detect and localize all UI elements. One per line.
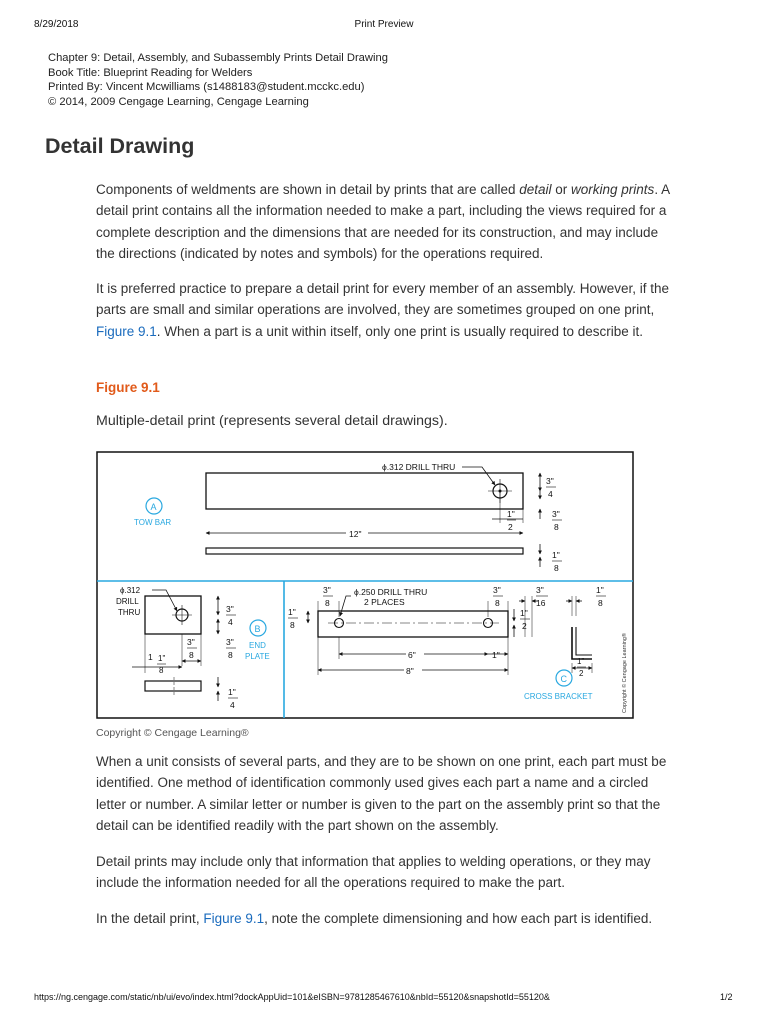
dim-1-2-c-den: 2 [579,669,584,678]
dim-3-4-a-den: 4 [548,489,553,499]
dim-1-8-c-num: 1" [596,585,604,595]
figure-9-1-link[interactable]: Figure 9.1 [96,323,157,339]
dim-3-8-b-den: 8 [228,650,233,660]
tow-bar-hole-note: ϕ.312 DRILL THRU [382,462,456,472]
dim-1-1-8-num: 1" [158,654,166,663]
dim-1-2-b-den: 2 [522,621,527,631]
end-plate-hole-note-3: THRU [118,608,141,617]
figure-caption: Multiple-detail print (represents several detail drawings). [96,413,448,429]
figure-copyright: Copyright © Cengage Learning® [96,727,249,739]
multiple-detail-drawing [96,451,634,719]
middle-part-note-1: ϕ.250 DRILL THRU [354,587,428,597]
cross-bracket-name: CROSS BRACKET [524,692,593,701]
dim-3-8-a-den: 8 [554,522,559,532]
cross-bracket-letter: C [560,674,567,684]
dim-3-16-den: 16 [536,598,546,608]
dim-3-8-e-num: 3" [493,585,501,595]
dim-3-8-c-num: 3" [187,637,195,647]
dim-1-4-num: 1" [228,687,236,697]
end-plate-hole-note-2: DRILL [116,597,139,606]
copyright-line: © 2014, 2009 Cengage Learning, Cengage Learning [48,95,309,108]
dim-8-label: 8" [406,666,414,676]
dim-1-1-8-den: 8 [159,666,164,675]
dim-1-8-a-den: 8 [554,563,559,573]
dim-1-8-c-den: 8 [598,598,603,608]
book-metadata [48,51,388,109]
dim-3-8-e-den: 8 [495,598,500,608]
dim-1-2-a-num: 1" [507,509,515,519]
footer-url: https://ng.cengage.com/static/nb/ui/evo/index.html?dockAppUid=101&eISBN=9781285467610&nbId=55120&snapshotId=55120& [34,992,550,1002]
print-date: 8/29/2018 [34,19,79,30]
print-preview-title: Print Preview [354,19,414,30]
dim-3-8-b-num: 3" [226,637,234,647]
end-plate-name-2: PLATE [245,652,270,661]
figure-9-1-link-2[interactable]: Figure 9.1 [203,911,265,926]
dim-3-8-d-num: 3" [323,585,331,595]
dim-3-8-a-num: 3" [552,509,560,519]
dim-1-8-a-num: 1" [552,550,560,560]
drawing-side-copyright: Copyright © Cengage Learning® [622,633,628,713]
dim-3-4-a-num: 3" [546,476,554,486]
book-title-line: Book Title: Blueprint Reading for Welders [48,66,253,79]
dim-1-2-b-num: 1" [520,608,528,618]
page-number: 1/2 [720,992,733,1002]
tow-bar-name: TOW BAR [134,518,172,527]
dim-6-label: 6" [408,650,416,660]
dim-1-4-den: 4 [230,700,235,710]
end-plate-hole-note-1: ϕ.312 [120,586,141,595]
dim-3-4-b-den: 4 [228,617,233,627]
dim-3-16-num: 3" [536,585,544,595]
dim-1-8-b-num: 1" [288,607,296,617]
end-plate-name-1: END [249,641,266,650]
dim-1-2-c-num: 1" [577,657,585,666]
dim-3-4-b-num: 3" [226,604,234,614]
dim-1-label: 1" [492,650,500,660]
paragraph-2: It is preferred practice to prepare a detail print for every member of an assembly. However, if the parts are small and similar operations are involved, they are sometimes grouped on one print, Figure 9.1. When a part is a unit within itself, only one print is usually required to describe it. [96,281,670,339]
paragraph-4: Detail prints may include only that information that applies to welding operations, or they may include the information needed for all the operations required to make the part. [96,854,651,891]
paragraph-5: In the detail print, Figure 9.1, note the complete dimensioning and how each part is identified. [96,911,653,926]
tow-bar-length-label: 12" [349,529,362,539]
chapter-line: Chapter 9: Detail, Assembly, and Subassembly Prints Detail Drawing [48,52,388,64]
end-plate-letter: B [254,624,261,634]
dim-1-2-a-den: 2 [508,522,513,532]
dim-1-1-8-whole: 1 [148,652,153,662]
dim-3-8-d-den: 8 [325,598,330,608]
printed-by-line: Printed By: Vincent Mcwilliams (s1488183@student.mcckc.edu) [48,81,365,93]
middle-part-note-2: 2 PLACES [364,597,405,607]
figure-label: Figure 9.1 [96,380,160,395]
tow-bar-letter: A [150,502,157,512]
paragraph-1: Components of weldments are shown in detail by prints that are called detail or working prints. A detail print contains all the information needed to make a part, including the views required for a complete description and the dimensions that are needed for its construction, and may include the directions (indicated by notes and symbols) for the operations required. [96,182,670,261]
dim-1-8-b-den: 8 [290,620,295,630]
paragraph-3: When a unit consists of several parts, and they are to be shown on one print, each part must be identified. One method of identification commonly used gives each part a name and a circled letter or number. A similar letter or number is given to the part on the assembly print so that the detail can be identified readily with the part shown on the assembly. [96,754,667,833]
page-title: Detail Drawing [45,134,195,158]
dim-3-8-c-den: 8 [189,650,194,660]
